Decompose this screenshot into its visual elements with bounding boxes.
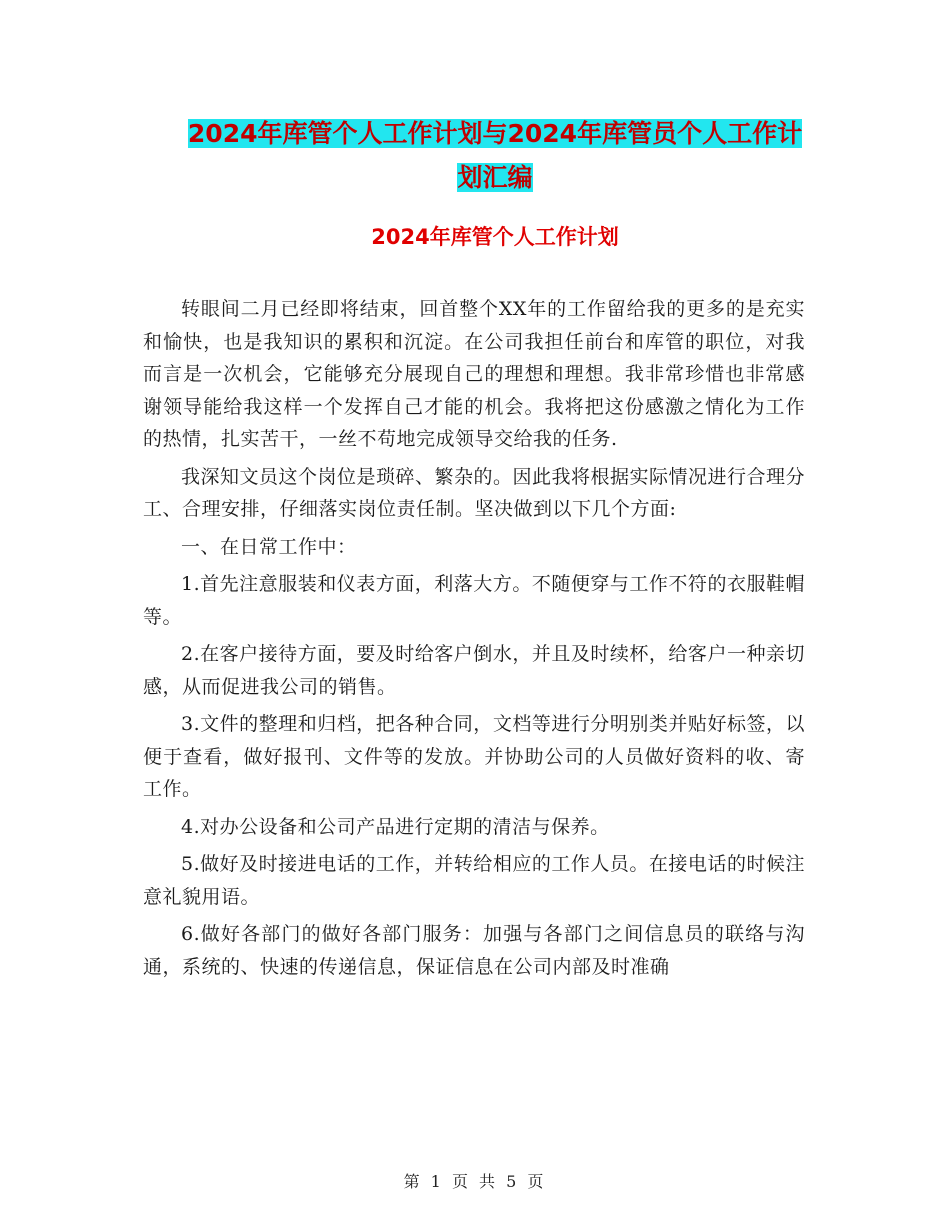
page-footer: 第 1 页 共 5 页 bbox=[403, 1172, 547, 1191]
paragraph: 一、在日常工作中： bbox=[181, 535, 357, 558]
paragraph: 转眼间二月已经即将结束，回首整个XX年的工作留给我的更多的是充实和愉快，也是我知识的累积和沉淀。在公司我担任前台和库管的职位，对我而言是一次机会，它能够充分展现自己的理想和理想。我非常珍惜也非常感谢领导能给我这样一个发挥自己才能的机会。我将把这份感激之情化为工作的热情，扎实苦干，一丝不苟地完成领导交给我的任务. bbox=[143, 298, 805, 450]
paragraph: 1.首先注意服装和仪表方面，利落大方。不随便穿与工作不符的衣服鞋帽等。 bbox=[143, 573, 805, 628]
paragraph: 4.对办公设备和公司产品进行定期的清洁与保养。 bbox=[181, 815, 610, 838]
document-title bbox=[140, 112, 850, 200]
document-title-line-1: 2024年库管个人工作计划与2024年库管员个人工作计 bbox=[187, 119, 803, 148]
section-title: 2024年库管个人工作计划 bbox=[371, 225, 619, 249]
document-title-line-2: 划汇编 bbox=[457, 163, 533, 192]
paragraph: 5.做好及时接进电话的工作，并转给相应的工作人员。在接电话的时候注意礼貌用语。 bbox=[143, 853, 805, 908]
paragraph: 3.文件的整理和归档，把各种合同，文档等进行分明别类并贴好标签，以便于查看，做好报刊、文件等的发放。并协助公司的人员做好资料的收、寄工作。 bbox=[143, 713, 805, 800]
document-body bbox=[143, 293, 805, 988]
paragraph: 6.做好各部门的做好各部门服务：加强与各部门之间信息员的联络与沟通，系统的、快速的传递信息，保证信息在公司内部及时准确 bbox=[143, 923, 805, 978]
paragraph: 2.在客户接待方面，要及时给客户倒水，并且及时续杯，给客户一种亲切感，从而促进我公司的销售。 bbox=[143, 643, 805, 698]
paragraph: 我深知文员这个岗位是琐碎、繁杂的。因此我将根据实际情况进行合理分工、合理安排，仔细落实岗位责任制。坚决做到以下几个方面: bbox=[143, 465, 806, 520]
